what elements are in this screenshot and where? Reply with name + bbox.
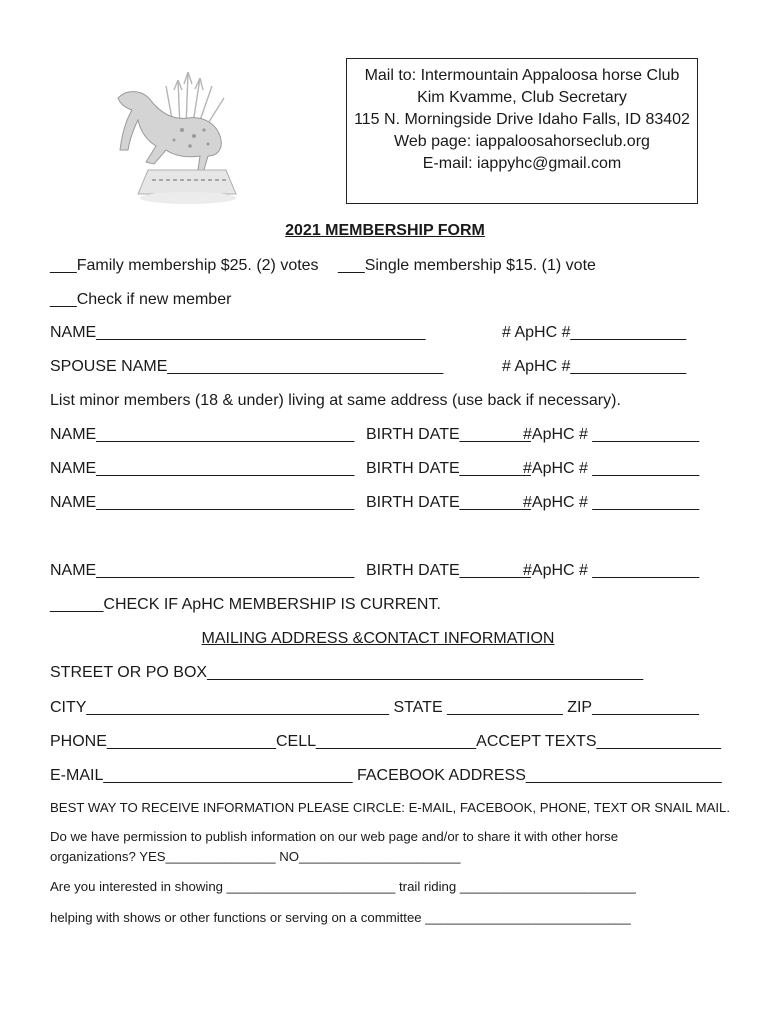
interest-helping-field[interactable]: helping with shows or other functions or serving on a committee ____________________________: [50, 910, 631, 925]
family-membership-option[interactable]: ___Family membership $25. (2) votes: [50, 257, 319, 274]
permission-yes-no-field[interactable]: organizations? YES_______________ NO______________________: [50, 849, 461, 864]
spouse-name-field[interactable]: SPOUSE NAME_______________________________: [50, 358, 444, 375]
city-state-zip-field[interactable]: CITY__________________________________ STATE _____________ ZIP____________: [50, 699, 699, 716]
minor-birth-date-field[interactable]: BIRTH DATE________: [366, 426, 531, 443]
appaloosa-horse-emblem-icon: [108, 58, 258, 208]
minor-name-field[interactable]: NAME_____________________________: [50, 562, 355, 579]
mailing-info-box: [346, 58, 698, 204]
phone-cell-texts-field[interactable]: PHONE___________________CELL__________________ACCEPT TEXTS______________: [50, 733, 722, 750]
club-logo: [108, 58, 258, 208]
minor-aphc-field[interactable]: #ApHC # ____________: [523, 460, 700, 477]
minor-birth-date-field[interactable]: BIRTH DATE________: [366, 460, 531, 477]
membership-current-check[interactable]: ______CHECK IF ApHC MEMBERSHIP IS CURRENT.: [50, 596, 441, 613]
address-line: 115 N. Morningside Drive Idaho Falls, ID 83402: [354, 111, 690, 128]
email-line: E-mail: iappyhc@gmail.com: [422, 155, 622, 172]
web-page-line: Web page: iappaloosahorseclub.org: [394, 133, 650, 150]
street-field[interactable]: STREET OR PO BOX_________________________________________________: [50, 664, 644, 681]
minor-aphc-field[interactable]: #ApHC # ____________: [523, 562, 700, 579]
spouse-aphc-field[interactable]: # ApHC #_____________: [502, 358, 687, 375]
minor-name-field[interactable]: NAME_____________________________: [50, 460, 355, 477]
permission-question: Do we have permission to publish information on our web page and/or to share it with other horse: [50, 829, 619, 844]
minor-name-field[interactable]: NAME_____________________________: [50, 426, 355, 443]
name-field[interactable]: NAME_____________________________________: [50, 324, 426, 341]
name-aphc-field[interactable]: # ApHC #_____________: [502, 324, 687, 341]
best-way-instruction: BEST WAY TO RECEIVE INFORMATION PLEASE CIRCLE: E-MAIL, FACEBOOK, PHONE, TEXT OR SNAIL MAIL.: [50, 800, 731, 815]
minor-birth-date-field[interactable]: BIRTH DATE________: [366, 562, 531, 579]
minor-members-note: List minor members (18 & under) living at same address (use back if necessary).: [50, 392, 621, 409]
contact-section-heading: MAILING ADDRESS &CONTACT INFORMATION: [201, 630, 555, 647]
minor-aphc-field[interactable]: #ApHC # ____________: [523, 426, 700, 443]
new-member-check[interactable]: ___Check if new member: [50, 291, 232, 308]
minor-name-field[interactable]: NAME_____________________________: [50, 494, 355, 511]
interest-showing-trail-field[interactable]: Are you interested in showing _______________________ trail riding ________________________: [50, 879, 636, 894]
minor-aphc-field[interactable]: #ApHC # ____________: [523, 494, 700, 511]
mail-to-line: Mail to: Intermountain Appaloosa horse Club: [364, 67, 680, 84]
email-facebook-field[interactable]: E-MAIL____________________________ FACEBOOK ADDRESS______________________: [50, 767, 722, 784]
minor-birth-date-field[interactable]: BIRTH DATE________: [366, 494, 531, 511]
secretary-line: Kim Kvamme, Club Secretary: [417, 89, 627, 106]
single-membership-option[interactable]: ___Single membership $15. (1) vote: [338, 257, 596, 274]
form-title: 2021 MEMBERSHIP FORM: [285, 222, 485, 239]
